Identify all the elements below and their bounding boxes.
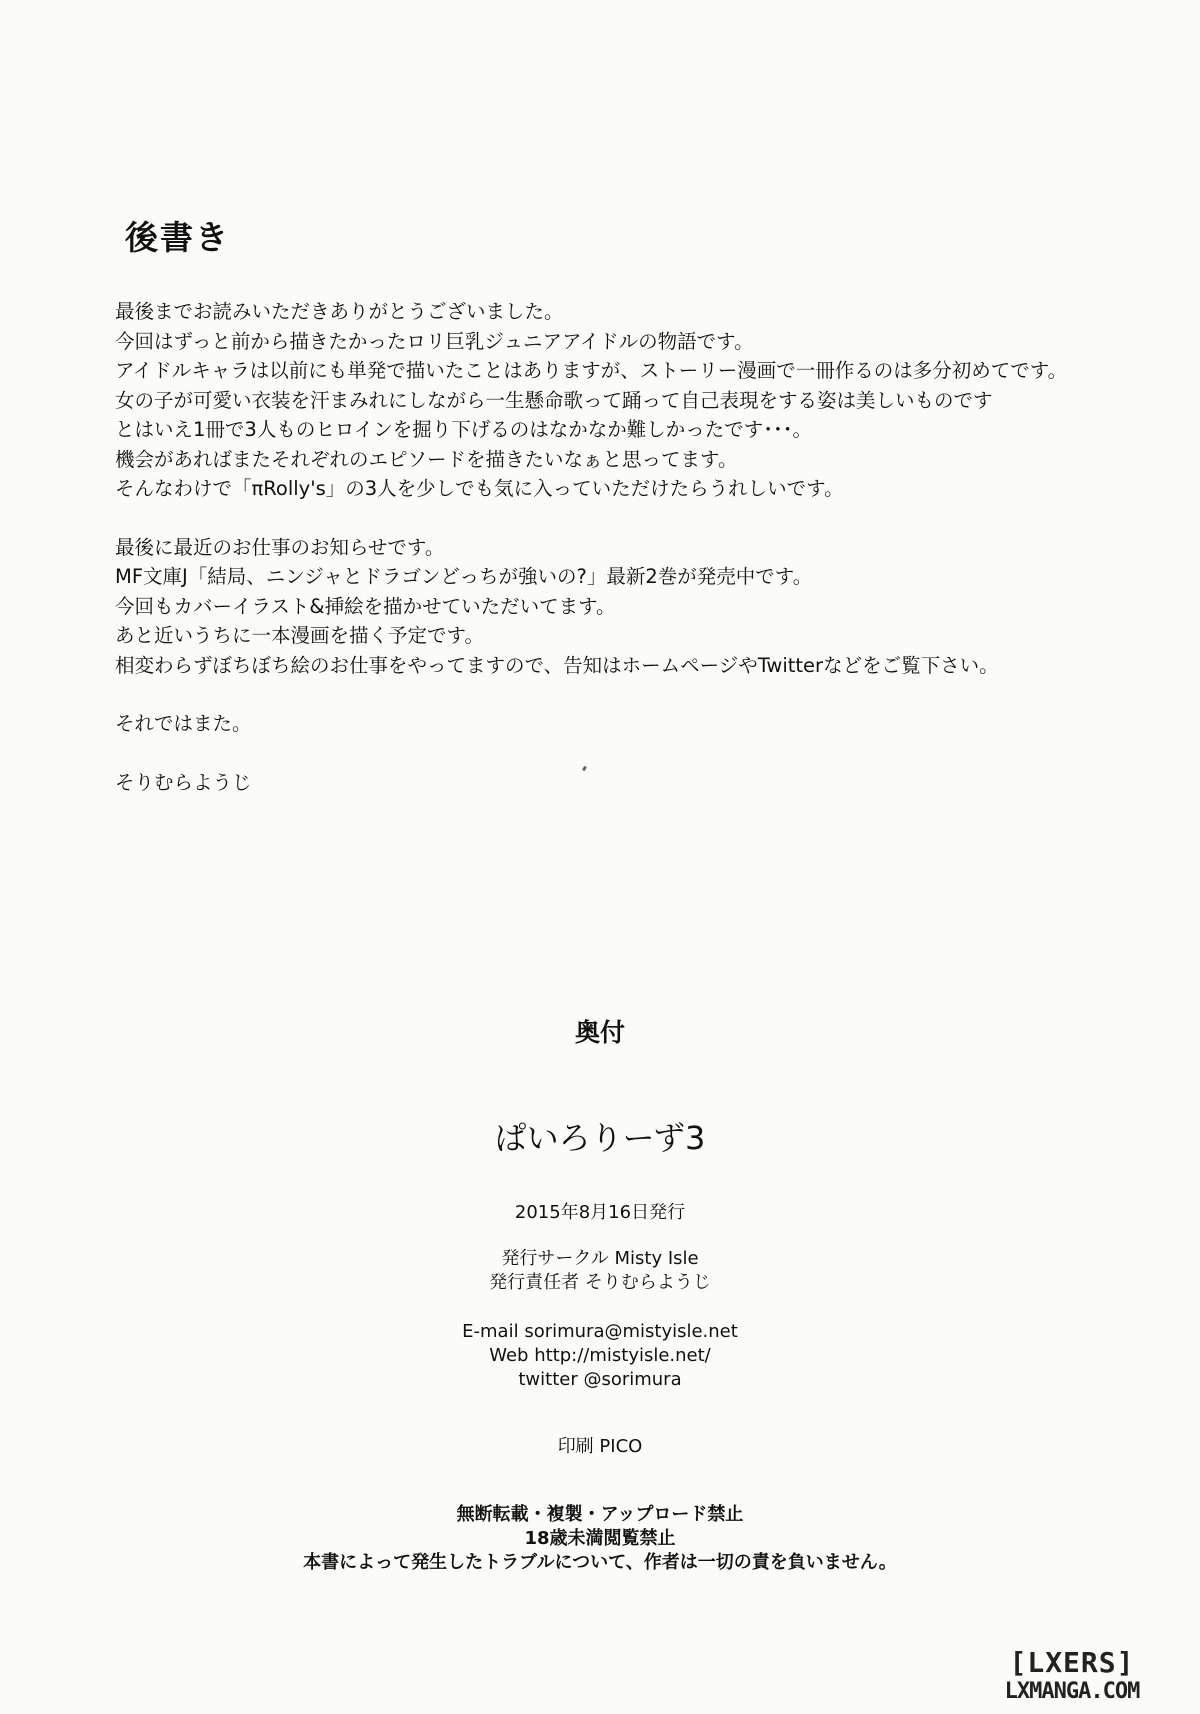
paragraph-gap xyxy=(115,504,1115,533)
paragraph-gap xyxy=(115,739,1115,768)
news-line: 最後に最近のお仕事のお知らせです。 xyxy=(115,535,445,559)
notice-line: 18歳未満閲覧禁止 xyxy=(524,1528,676,1549)
watermark-brand: [LXERS] xyxy=(1009,1646,1135,1679)
publisher-name: 発行責任者 そりむらようじ xyxy=(489,1272,711,1293)
publisher-info xyxy=(300,1247,900,1295)
author-signature: そりむらようじ xyxy=(115,770,252,794)
paragraph-gap xyxy=(115,680,1115,709)
colophon-title: 奥付 xyxy=(574,1018,625,1047)
afterword-line: そんなわけで「πRolly's」の3人を少しでも気に入っていただけたらうれしいです。 xyxy=(115,477,844,500)
notice-line: 無断転載・複製・アップロード禁止 xyxy=(456,1504,744,1525)
book-title: ぱいろりーず3 xyxy=(494,1119,706,1157)
afterword-line: とはいえ1冊で3人ものヒロインを掘り下げるのはなかなか難しかったです･･･。 xyxy=(115,418,812,441)
publication-date: 2015年8月16日発行 xyxy=(514,1202,686,1223)
afterword-line: 女の子が可愛い衣装を汗まみれにしながら一生懸命歌って踊って自己表現をする姿は美しいものです xyxy=(115,388,993,412)
legal-notice xyxy=(200,1503,1000,1575)
afterword-body xyxy=(115,297,1115,797)
email-line: E-mail sorimura@mistyisle.net xyxy=(462,1321,738,1342)
afterword-title: 後書き xyxy=(125,218,230,257)
afterword-line: 最後までお読みいただきありがとうございました。 xyxy=(115,300,564,323)
news-line: 今回もカバーイラスト&挿絵を描かせていただいてます。 xyxy=(115,594,616,618)
circle-name: 発行サークル Misty Isle xyxy=(501,1248,699,1269)
notice-line: 本書によって発生したトラブルについて、作者は一切の責を負いません。 xyxy=(303,1552,897,1573)
news-line: 相変わらずぼちぼち絵のお仕事をやってますので、告知はホームページやTwitterなどをご覧下さい。 xyxy=(115,653,999,677)
news-line: あと近いうちに一本漫画を描く予定です。 xyxy=(115,624,484,647)
afterword-line: 今回はずっと前から描きたかったロリ巨乳ジュニアアイドルの物語です。 xyxy=(115,329,754,353)
site-watermark xyxy=(972,1646,1172,1704)
twitter-line: twitter @sorimura xyxy=(518,1369,682,1390)
watermark-url: LXMANGA.COM xyxy=(1004,1679,1140,1704)
closing-line: それではまた。 xyxy=(115,712,252,735)
printer-info: 印刷 PICO xyxy=(557,1436,643,1457)
web-line: Web http://mistyisle.net/ xyxy=(489,1345,711,1366)
news-line: MF文庫J「結局、ニンジャとドラゴンどっちが強いの?」最新2巻が発売中です。 xyxy=(115,565,813,588)
afterword-line: 機会があればまたそれぞれのエピソードを描きたいなぁと思ってます。 xyxy=(115,447,738,471)
afterword-line: アイドルキャラは以前にも単発で描いたことはありますが、ストーリー漫画で一冊作るのは多分初めてです。 xyxy=(115,359,1068,382)
contact-info xyxy=(300,1320,900,1392)
